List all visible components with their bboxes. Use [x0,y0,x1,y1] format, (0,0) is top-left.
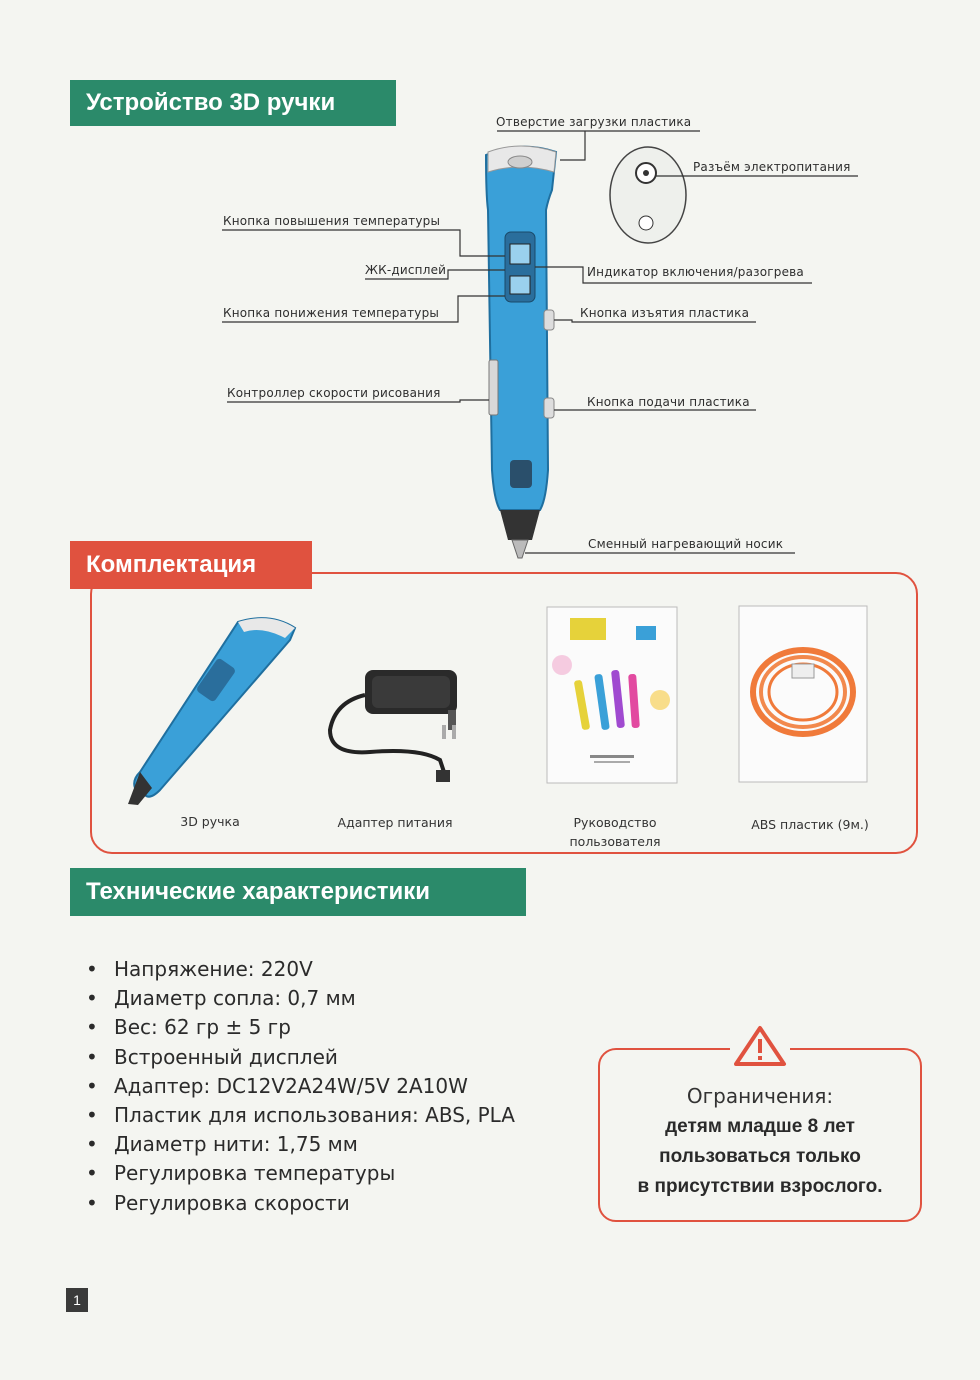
callout-power-socket: Разъём электропитания [693,160,851,174]
pen-diagram [0,0,980,580]
kit-label-pen: 3D ручка [180,814,240,829]
spec-list [86,955,515,1218]
spec-item [86,955,515,984]
spec-item [86,1072,515,1101]
warning-line2: пользоваться только [659,1146,861,1167]
warning-title: Ограничения: [686,1084,834,1108]
spec-text: Встроенный дисплей [114,1044,338,1069]
warning-body [600,1112,920,1202]
pen-top-inset [610,147,686,243]
spec-item [86,984,515,1013]
spec-item [86,1130,515,1159]
bullet: • [86,986,98,1011]
bullet: • [86,1044,98,1069]
callout-speed: Контроллер скорости рисования [227,386,441,400]
kit-section-title [70,541,312,589]
kit-label-manual [555,813,675,852]
bullet: • [86,1103,98,1128]
bullet: • [86,1190,98,1215]
spec-text: Диаметр сопла: 0,7 мм [114,986,356,1011]
pen-illustration [486,146,556,558]
kit-pen-image [128,618,295,805]
spec-text: Напряжение: 220V [114,957,313,981]
spec-text: Регулировка температуры [114,1161,396,1186]
spec-text: Регулировка скорости [114,1190,350,1215]
kit-filament-image [739,606,867,782]
bullet: • [86,1161,98,1186]
callout-plastic-inlet: Отверстие загрузки пластика [496,115,692,129]
callout-feed: Кнопка подачи пластика [587,395,750,409]
kit-label-adapter: Адаптер питания [337,815,453,830]
age-warning-box [598,1048,922,1222]
spec-text: Диаметр нити: 1,75 мм [114,1132,358,1157]
kit-label-manual-line1: Руководство [573,815,657,830]
callout-nozzle: Сменный нагревающий носик [588,537,784,551]
bullet: • [86,957,98,981]
spec-item [86,1043,515,1072]
spec-item [86,1101,515,1130]
warning-line1: детям младше 8 лет [665,1116,855,1137]
spec-text: Адаптер: DC12V2A24W/5V 2A10W [114,1073,468,1098]
bullet: • [86,1073,98,1098]
warning-triangle-icon [730,1024,790,1068]
kit-items [0,590,980,890]
warning-line3: в присутствии взрослого. [637,1176,883,1197]
spec-item [86,1189,515,1218]
callout-temp-up: Кнопка повышения температуры [223,214,441,228]
kit-manual-image [547,607,677,783]
kit-adapter-image [330,670,457,782]
spec-item [86,1013,515,1042]
kit-label-manual-line2: пользователя [569,834,661,850]
kit-title-text: Комплектация [86,551,257,578]
spec-item [86,1159,515,1188]
callout-eject: Кнопка изъятия пластика [580,306,750,320]
bullet: • [86,1015,98,1040]
bullet: • [86,1132,98,1157]
page-number: 1 [66,1288,88,1312]
callout-power-indicator: Индикатор включения/разогрева [587,265,804,279]
spec-text: Пластик для использования: ABS, PLA [114,1103,515,1128]
specs-section-title [70,868,526,916]
specs-title-text: Технические характеристики [86,878,431,905]
kit-label-filament: ABS пластик (9м.) [751,817,869,832]
spec-text: Вес: 62 гр ± 5 гр [114,1015,291,1040]
device-title-text: Устройство 3D ручки [86,89,336,116]
callout-lcd: ЖК-дисплей [365,263,447,277]
callout-temp-down: Кнопка понижения температуры [223,306,440,320]
